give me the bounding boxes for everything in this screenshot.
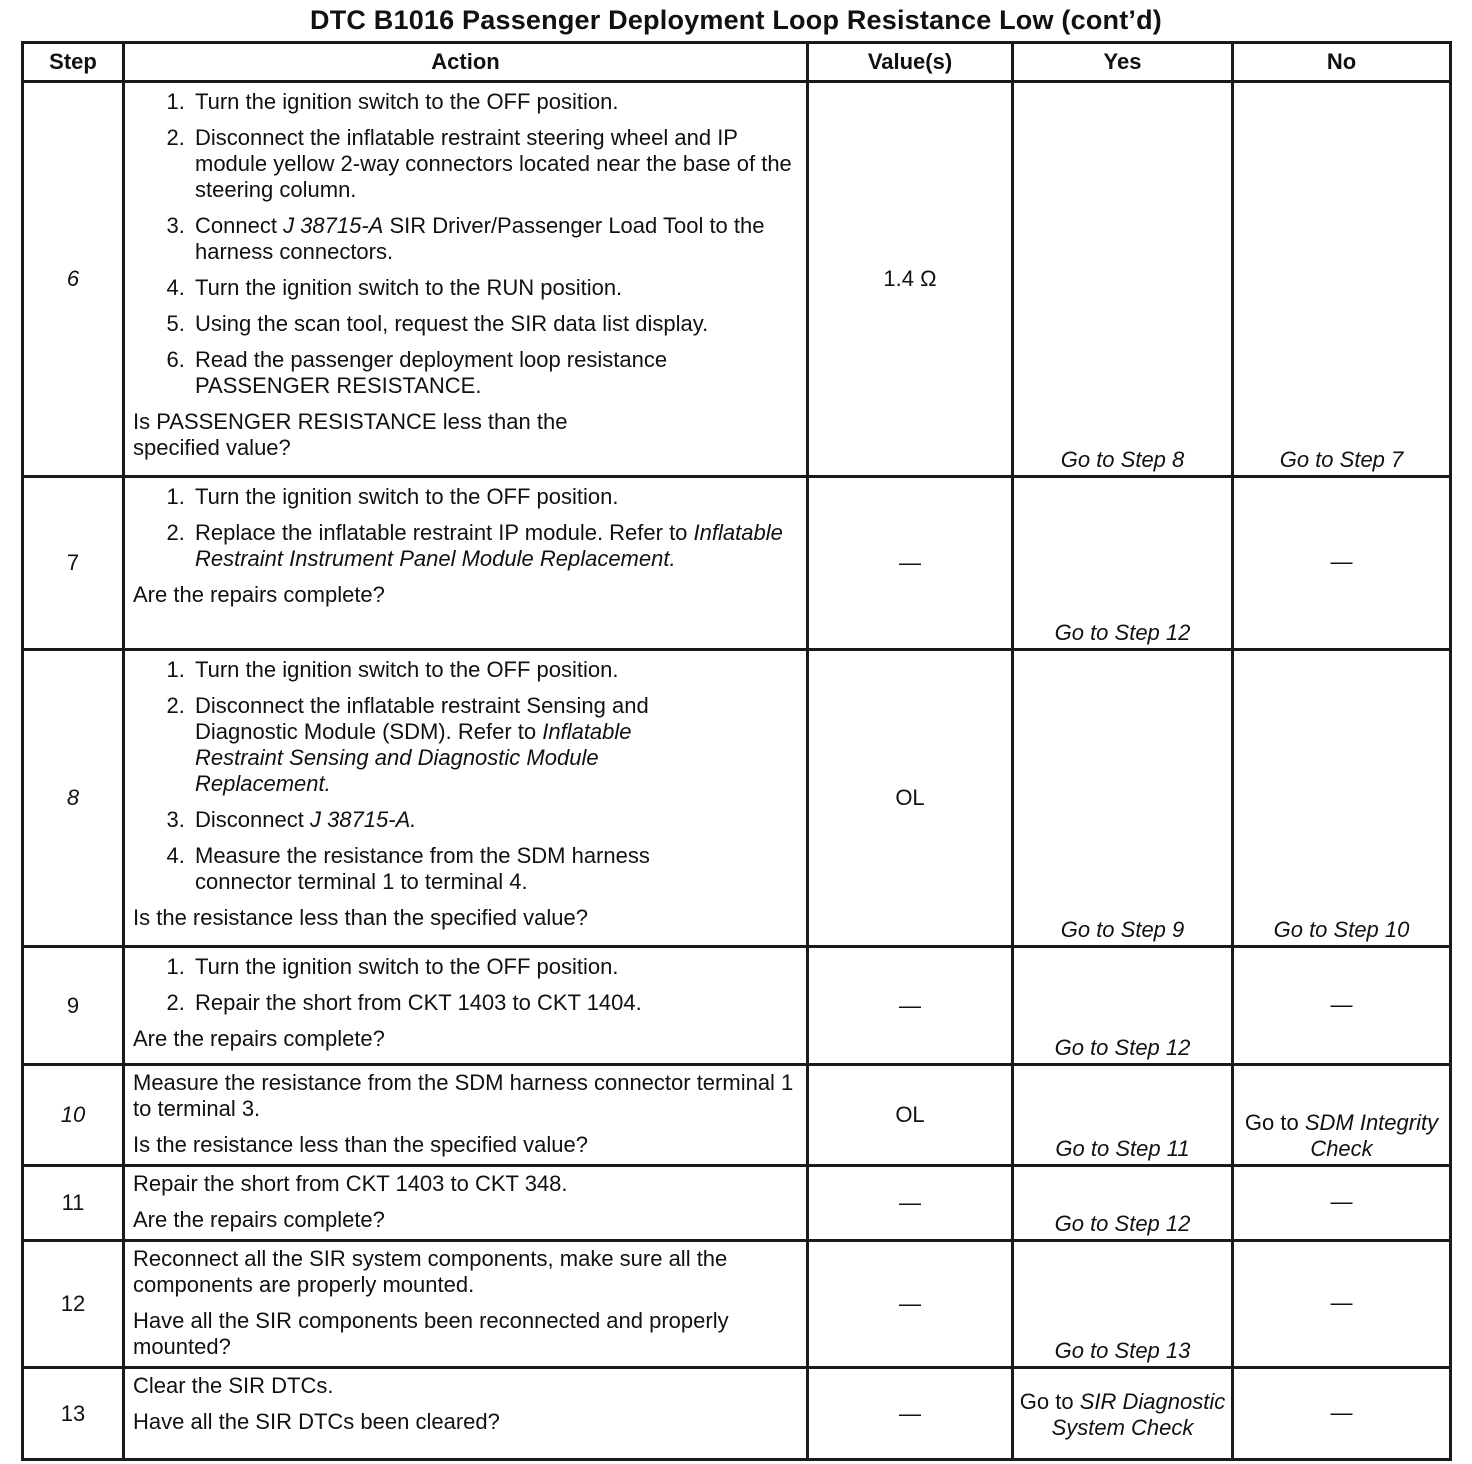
- action-cell: [124, 947, 808, 1065]
- no-cell: —: [1233, 1368, 1451, 1460]
- no-cell: —: [1233, 1241, 1451, 1368]
- list-item: 1. Turn the ignition switch to the OFF position.: [191, 657, 794, 683]
- step-number: 12: [23, 1241, 124, 1368]
- question: Are the repairs complete?: [133, 1207, 385, 1232]
- value-cell: —: [808, 1241, 1013, 1368]
- list-item: 4. Turn the ignition switch to the RUN position.: [191, 275, 794, 301]
- header-values: Value(s): [808, 43, 1013, 82]
- step-number: 11: [23, 1166, 124, 1241]
- value-cell: —: [808, 477, 1013, 650]
- question: Have all the SIR DTCs been cleared?: [133, 1409, 500, 1434]
- question: Are the repairs complete?: [133, 582, 385, 607]
- list-item: 2. Disconnect the inflatable restraint steering wheel and IP module yellow 2-way connectors located near the base of the steering column.: [191, 125, 794, 203]
- header-action: Action: [124, 43, 808, 82]
- action-steps: [133, 484, 794, 572]
- no-cell: Go to Step 7: [1233, 82, 1451, 477]
- list-item: 2. Replace the inflatable restraint IP module. Refer to Inflatable Restraint Instrument Panel Module Replacement.: [191, 520, 794, 572]
- list-item: 6. Read the passenger deployment loop resistance PASSENGER RESISTANCE.: [191, 347, 794, 399]
- value-cell: —: [808, 947, 1013, 1065]
- no-cell: Go to Step 10: [1233, 650, 1451, 947]
- question: Are the repairs complete?: [133, 1026, 385, 1051]
- yes-cell: Go to Step 8: [1013, 82, 1233, 477]
- yes-cell: Go to Step 11: [1013, 1065, 1233, 1166]
- list-item: 5. Using the scan tool, request the SIR data list display.: [191, 311, 794, 337]
- yes-cell: Go to SIR Diagnostic System Check: [1013, 1368, 1233, 1460]
- question: Is PASSENGER RESISTANCE less than the specified value?: [133, 409, 568, 460]
- list-item: 3. Connect J 38715-A SIR Driver/Passenger Load Tool to the harness connectors.: [191, 213, 794, 265]
- action-text: Reconnect all the SIR system components, make sure all the components are properly mounted.: [133, 1246, 728, 1297]
- action-text: Measure the resistance from the SDM harness connector terminal 1 to terminal 3.: [133, 1070, 794, 1121]
- header-no: No: [1233, 43, 1451, 82]
- action-text: Clear the SIR DTCs.: [133, 1373, 334, 1398]
- list-item: 4. Measure the resistance from the SDM harness connector terminal 1 to terminal 4.: [191, 843, 794, 895]
- header-yes: Yes: [1013, 43, 1233, 82]
- action-cell: [124, 1166, 808, 1241]
- list-item: 1. Turn the ignition switch to the OFF position.: [191, 89, 794, 115]
- diagnostic-table: [21, 41, 1452, 1461]
- question: Is the resistance less than the specified value?: [133, 1132, 588, 1157]
- list-item: 1. Turn the ignition switch to the OFF position.: [191, 954, 794, 980]
- action-steps: [133, 954, 794, 1016]
- table-row: [23, 82, 1451, 477]
- action-cell: [124, 1368, 808, 1460]
- table-row: [23, 1065, 1451, 1166]
- action-cell: [124, 650, 808, 947]
- action-text: Repair the short from CKT 1403 to CKT 348.: [133, 1171, 568, 1196]
- step-number: 7: [23, 477, 124, 650]
- table-row: [23, 1241, 1451, 1368]
- step-number: 9: [23, 947, 124, 1065]
- table-row: [23, 477, 1451, 650]
- action-cell: [124, 1065, 808, 1166]
- step-number: 8: [23, 650, 124, 947]
- table-row: [23, 650, 1451, 947]
- question: Have all the SIR components been reconnected and properly mounted?: [133, 1308, 729, 1359]
- list-item: 1. Turn the ignition switch to the OFF position.: [191, 484, 794, 510]
- list-item: 2. Disconnect the inflatable restraint Sensing and Diagnostic Module (SDM). Refer to Inflatable Restraint Sensing and Diagnostic Module Replacement.: [191, 693, 794, 797]
- yes-cell: Go to Step 9: [1013, 650, 1233, 947]
- yes-cell: Go to Step 12: [1013, 477, 1233, 650]
- action-cell: [124, 1241, 808, 1368]
- value-cell: —: [808, 1368, 1013, 1460]
- value-cell: —: [808, 1166, 1013, 1241]
- action-steps: [133, 89, 794, 399]
- yes-cell: Go to Step 12: [1013, 1166, 1233, 1241]
- no-cell: —: [1233, 947, 1451, 1065]
- page-title: DTC B1016 Passenger Deployment Loop Resistance Low (cont’d): [310, 5, 1162, 35]
- table-row: [23, 947, 1451, 1065]
- no-cell: —: [1233, 1166, 1451, 1241]
- action-cell: [124, 477, 808, 650]
- value-cell: OL: [808, 1065, 1013, 1166]
- no-cell: Go to SDM Integrity Check: [1233, 1065, 1451, 1166]
- header-row: [23, 43, 1451, 82]
- yes-cell: Go to Step 13: [1013, 1241, 1233, 1368]
- list-item: 3. Disconnect J 38715-A.: [191, 807, 794, 833]
- no-cell: —: [1233, 477, 1451, 650]
- list-item: 2. Repair the short from CKT 1403 to CKT 1404.: [191, 990, 794, 1016]
- table-row: [23, 1166, 1451, 1241]
- header-step: Step: [23, 43, 124, 82]
- step-number: 13: [23, 1368, 124, 1460]
- action-cell: [124, 82, 808, 477]
- value-cell: 1.4 Ω: [808, 82, 1013, 477]
- action-steps: [133, 657, 794, 895]
- question: Is the resistance less than the specified value?: [133, 905, 588, 930]
- value-cell: OL: [808, 650, 1013, 947]
- yes-cell: Go to Step 12: [1013, 947, 1233, 1065]
- step-number: 10: [23, 1065, 124, 1166]
- step-number: 6: [23, 82, 124, 477]
- table-row: [23, 1368, 1451, 1460]
